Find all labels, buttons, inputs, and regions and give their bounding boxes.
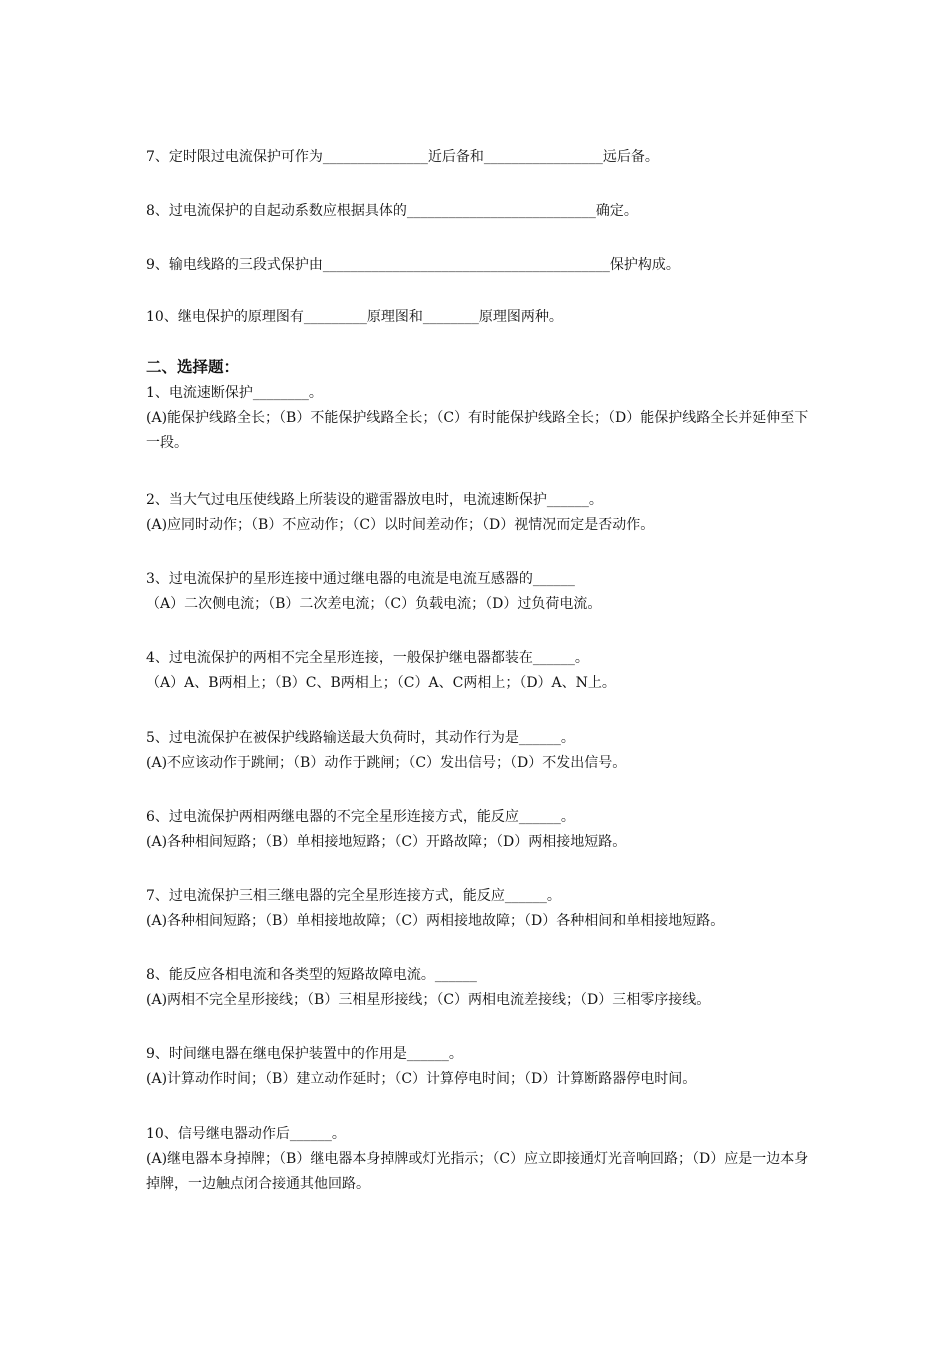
question-options: （A）A、B两相上；（B）C、B两相上；（C）A、C两相上；（D）A、N上。	[146, 675, 616, 691]
question-text: 7、过电流保护三相三继电器的完全星形连接方式，能反应______。	[146, 888, 561, 904]
choice-question-10	[146, 1122, 818, 1197]
fill-in-question-9: 9、输电线路的三段式保护由_________________________________________保护构成。	[146, 257, 680, 273]
choice-question-8	[146, 963, 818, 1013]
question-options: (A)两相不完全星形接线；（B）三相星形接线；（C）两相电流差接线；（D）三相零序接线。	[146, 992, 711, 1008]
question-options: (A)能保护线路全长；（B）不能保护线路全长；（C）有时能保护线路全长；（D）能保护线路全长并延伸至下一段。	[146, 410, 809, 451]
fill-in-question-7: 7、定时限过电流保护可作为_______________近后备和_________________远后备。	[146, 149, 659, 165]
question-options: (A)不应该动作于跳闸；（B）动作于跳闸；（C）发出信号；（D）不发出信号。	[146, 755, 627, 771]
question-options: (A)各种相间短路；（B）单相接地故障；（C）两相接地故障；（D）各种相间和单相接地短路。	[146, 913, 725, 929]
question-options: (A)继电器本身掉牌；（B）继电器本身掉牌或灯光指示；（C）应立即接通灯光音响回路；（D）应是一边本身掉牌，一边触点闭合接通其他回路。	[146, 1151, 809, 1192]
choice-question-1	[146, 381, 818, 456]
question-text: 10、信号继电器动作后______。	[146, 1126, 346, 1142]
question-text: 1、电流速断保护________。	[146, 385, 323, 401]
question-text: 2、当大气过电压使线路上所装设的避雷器放电时，电流速断保护______。	[146, 492, 603, 508]
choice-question-4	[146, 646, 818, 696]
question-text: 5、过电流保护在被保护线路输送最大负荷时，其动作行为是______。	[146, 730, 575, 746]
question-text: 9、时间继电器在继电保护装置中的作用是______。	[146, 1046, 463, 1062]
question-options: (A)应同时动作；（B）不应动作；（C）以时间差动作；（D）视情况而定是否动作。	[146, 517, 655, 533]
choice-question-9	[146, 1042, 818, 1092]
question-options: （A）二次侧电流；（B）二次差电流；（C）负载电流；（D）过负荷电流。	[146, 596, 602, 612]
choice-question-7	[146, 884, 818, 934]
choice-question-6	[146, 805, 818, 855]
section-title-choice: 二、选择题：	[146, 357, 240, 376]
question-options: (A)计算动作时间；（B）建立动作延时；（C）计算停电时间；（D）计算断路器停电时间。	[146, 1071, 697, 1087]
question-text: 8、能反应各相电流和各类型的短路故障电流。______	[146, 967, 477, 983]
question-options: (A)各种相间短路；（B）单相接地短路；（C）开路故障；（D）两相接地短路。	[146, 834, 627, 850]
question-text: 6、过电流保护两相两继电器的不完全星形连接方式，能反应______。	[146, 809, 575, 825]
choice-question-3	[146, 567, 818, 617]
choice-question-5	[146, 726, 818, 776]
fill-in-question-8: 8、过电流保护的自起动系数应根据具体的___________________________确定。	[146, 203, 638, 219]
question-text: 3、过电流保护的星形连接中通过继电器的电流是电流互感器的______	[146, 571, 575, 587]
question-text: 4、过电流保护的两相不完全星形连接，一般保护继电器都装在______。	[146, 650, 589, 666]
fill-in-question-10: 10、继电保护的原理图有_________原理图和________原理图两种。	[146, 309, 563, 325]
choice-question-2	[146, 488, 818, 538]
